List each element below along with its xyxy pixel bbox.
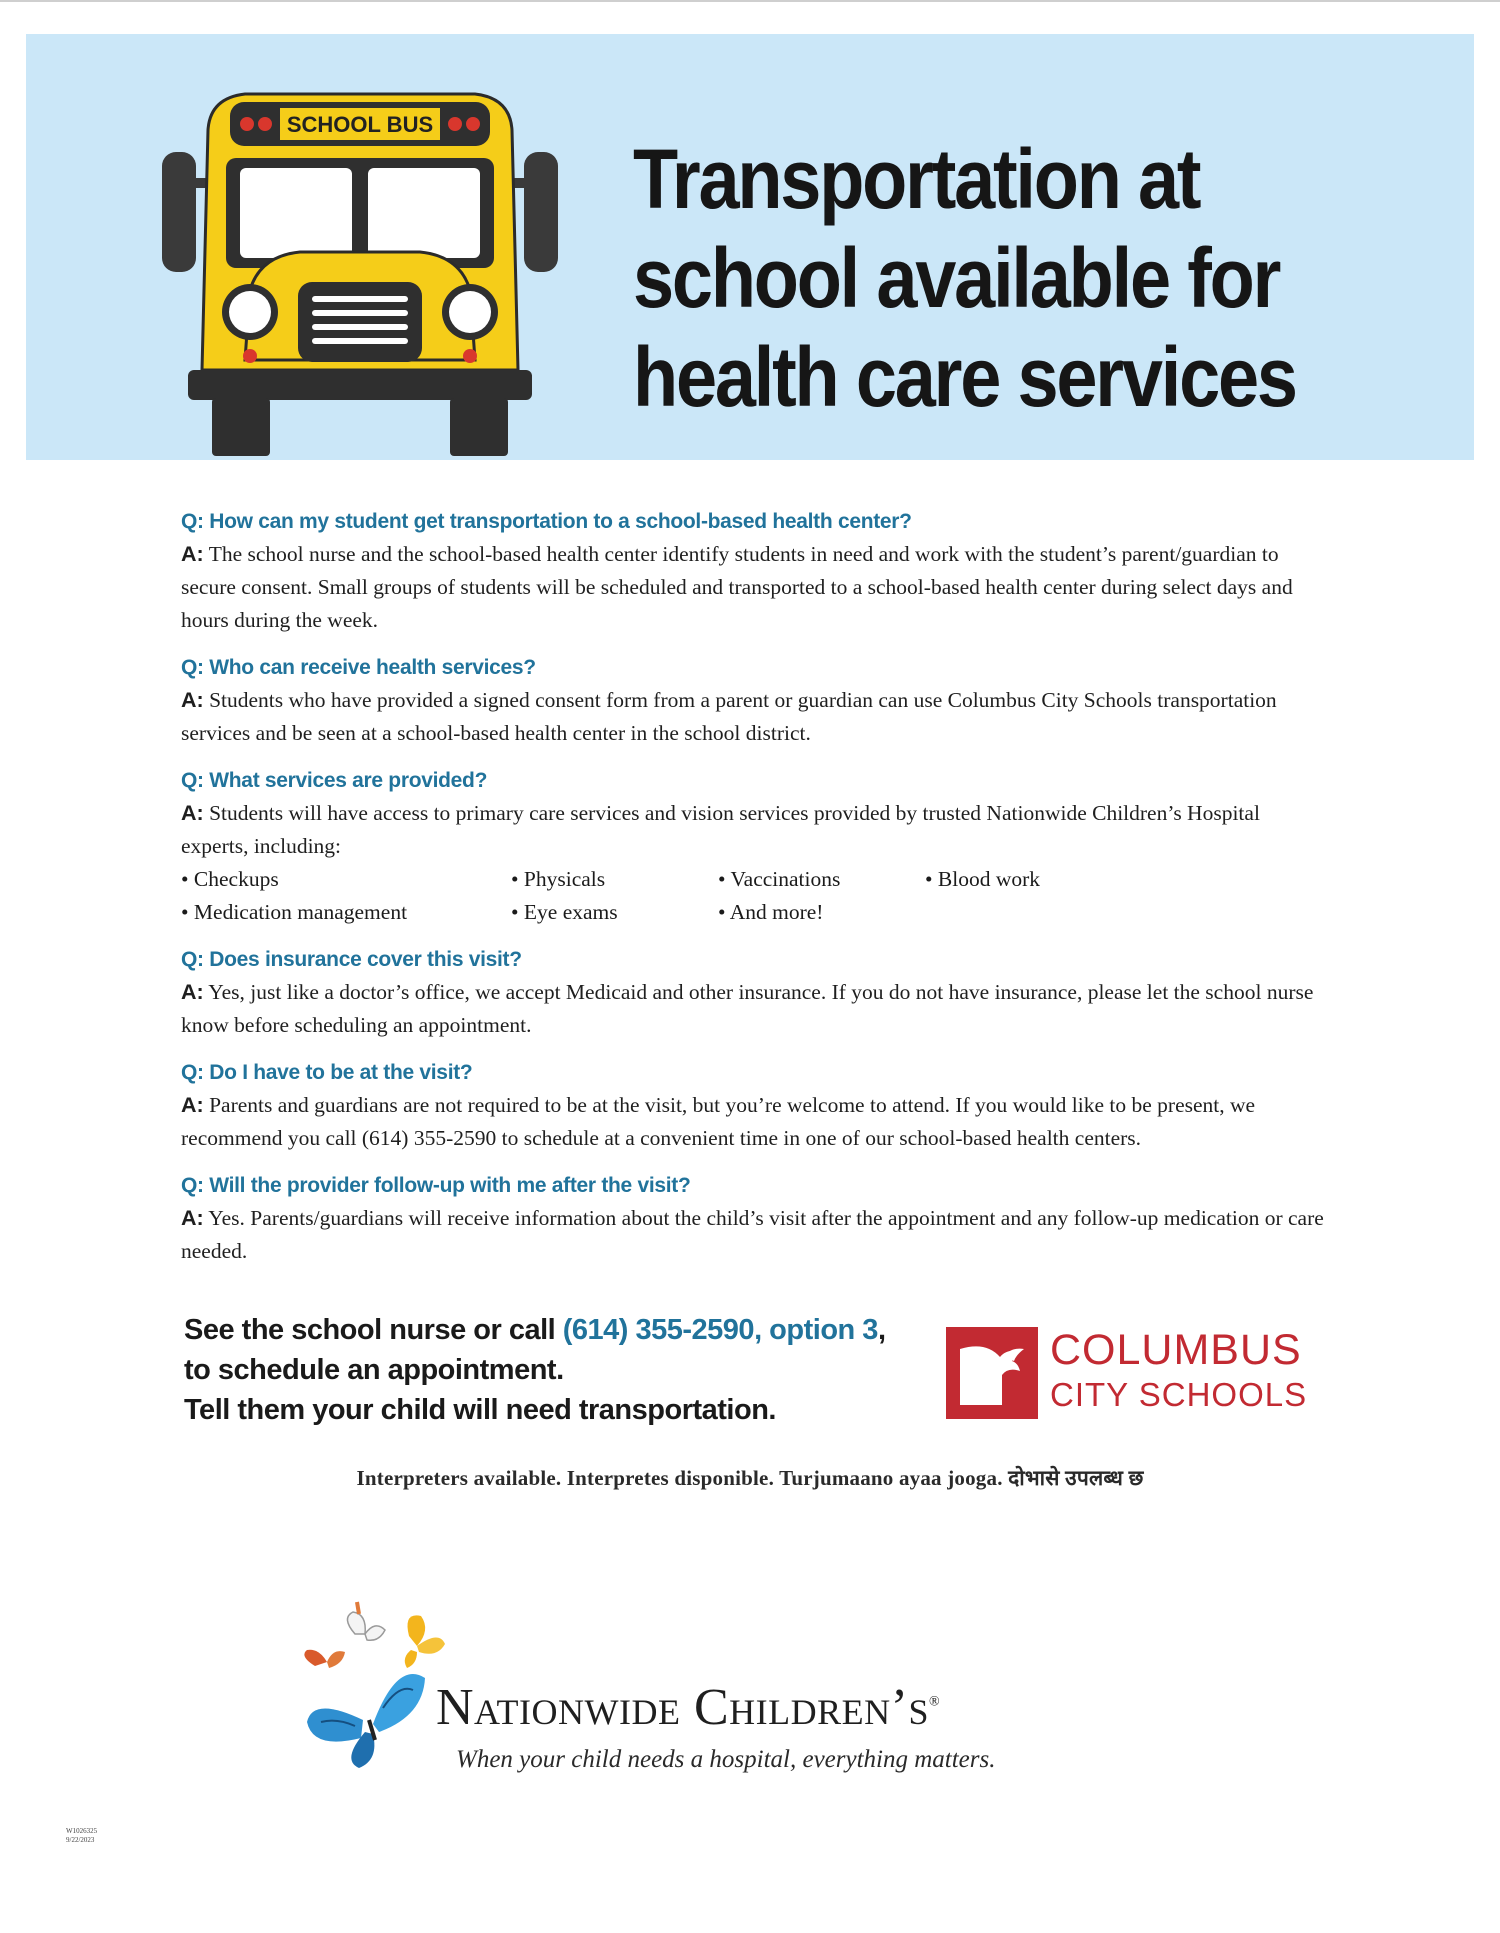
- nationwide-name-text: Nationwide Children’s: [436, 1679, 929, 1736]
- faq-item: [181, 769, 1331, 929]
- faq-answer: [181, 797, 1331, 863]
- faq-item: [181, 948, 1331, 1042]
- title-line-2: school available for: [633, 231, 1280, 325]
- phone-number: (614) 355-2590, option 3: [562, 1314, 878, 1346]
- nationwide-name: [436, 1678, 940, 1737]
- document-code: W1026325: [66, 1827, 98, 1835]
- answer-text: Parents and guardians are not required to be at the visit, but you’re welcome to attend. If you would like to be present, we recommend you call (614) 355-2590 to schedule at a convenient time in one of our school-based health centers.: [181, 1093, 1256, 1150]
- nationwide-childrens-logo: [293, 1600, 1093, 1800]
- list-item: • Vaccinations: [718, 863, 925, 896]
- answer-label: A:: [181, 1206, 204, 1230]
- faq-item: [181, 1174, 1331, 1268]
- columbus-logo-line-1: COLUMBUS: [1050, 1326, 1302, 1374]
- columbus-logo-line-2: CITY SCHOOLS: [1050, 1376, 1308, 1413]
- nationwide-tagline: When your child needs a hospital, everything matters.: [456, 1746, 996, 1773]
- faq-question: Q: Does insurance cover this visit?: [181, 948, 522, 971]
- cta-line-2: to schedule an appointment.: [184, 1354, 564, 1386]
- faq-item: [181, 1061, 1331, 1155]
- columbus-logo-text: [1050, 1326, 1308, 1413]
- cta-line-3: Tell them your child will need transportation.: [184, 1394, 776, 1426]
- answer-text: Students who have provided a signed consent form from a parent or guardian can use Columbus City Schools transportation services and be seen at a school-based health center in the school district.: [181, 688, 1277, 745]
- answer-label: A:: [181, 542, 204, 566]
- document-date: 9/22/2023: [66, 1836, 95, 1844]
- footer-code: [66, 1827, 97, 1845]
- faq-answer: [181, 538, 1331, 637]
- faq-answer: [181, 976, 1331, 1042]
- interpreters-note: Interpreters available. Interpretes disponible. Turjumaano ayaa jooga. दोभासे उपलब्ध छ: [356, 1466, 1144, 1490]
- list-item: • Medication management: [181, 896, 511, 929]
- list-item: • Checkups: [181, 863, 511, 896]
- faq-item: [181, 510, 1331, 637]
- answer-label: A:: [181, 688, 204, 712]
- bus-sign-label: SCHOOL BUS: [286, 112, 434, 137]
- faq-question: Q: What services are provided?: [181, 769, 488, 792]
- faq-item: [181, 656, 1331, 750]
- answer-label: A:: [181, 1093, 204, 1117]
- cta-prefix: See the school nurse or call: [184, 1314, 563, 1346]
- services-list: [181, 863, 1331, 929]
- list-item: • Blood work: [925, 863, 1125, 896]
- faq-question: Q: Do I have to be at the visit?: [181, 1061, 473, 1084]
- faq-question: Q: How can my student get transportation to a school-based health center?: [181, 510, 912, 533]
- list-item: • And more!: [718, 896, 925, 929]
- faq-question: Q: Will the provider follow-up with me after the visit?: [181, 1174, 691, 1197]
- call-to-action: [184, 1310, 944, 1430]
- faq-answer: [181, 1089, 1331, 1155]
- faq-section: [181, 510, 1331, 1287]
- faq-answer: [181, 1202, 1331, 1268]
- title-line-3: health care services: [633, 330, 1296, 424]
- answer-label: A:: [181, 801, 204, 825]
- registered-mark: ®: [929, 1694, 941, 1710]
- answer-text: The school nurse and the school-based health center identify students in need and work with the student’s parent/guardian to secure consent. Small groups of students will be scheduled and transported to a school-based health center during select days and hours during the week.: [181, 542, 1293, 632]
- answer-text: Students will have access to primary care services and vision services provided by trusted Nationwide Children’s Hospital experts, including:: [181, 801, 1260, 858]
- faq-answer: [181, 684, 1331, 750]
- school-bus-icon: [150, 60, 570, 460]
- top-border: [0, 0, 1500, 2]
- columbus-city-schools-logo: [946, 1327, 1336, 1419]
- list-item: • Physicals: [511, 863, 718, 896]
- cta-suffix: ,: [877, 1314, 886, 1346]
- title-line-1: Transportation at: [633, 132, 1200, 226]
- list-item: • Eye exams: [511, 896, 718, 929]
- columbus-logo-mark-icon: [946, 1327, 1038, 1419]
- answer-text: Yes. Parents/guardians will receive information about the child’s visit after the appointment and any follow-up medication or care needed.: [181, 1206, 1324, 1263]
- answer-text: Yes, just like a doctor’s office, we accept Medicaid and other insurance. If you do not have insurance, please let the school nurse know before scheduling an appointment.: [181, 980, 1314, 1037]
- page-title: [633, 130, 1355, 427]
- faq-question: Q: Who can receive health services?: [181, 656, 536, 679]
- cta-line-1: [184, 1310, 944, 1350]
- answer-label: A:: [181, 980, 204, 1004]
